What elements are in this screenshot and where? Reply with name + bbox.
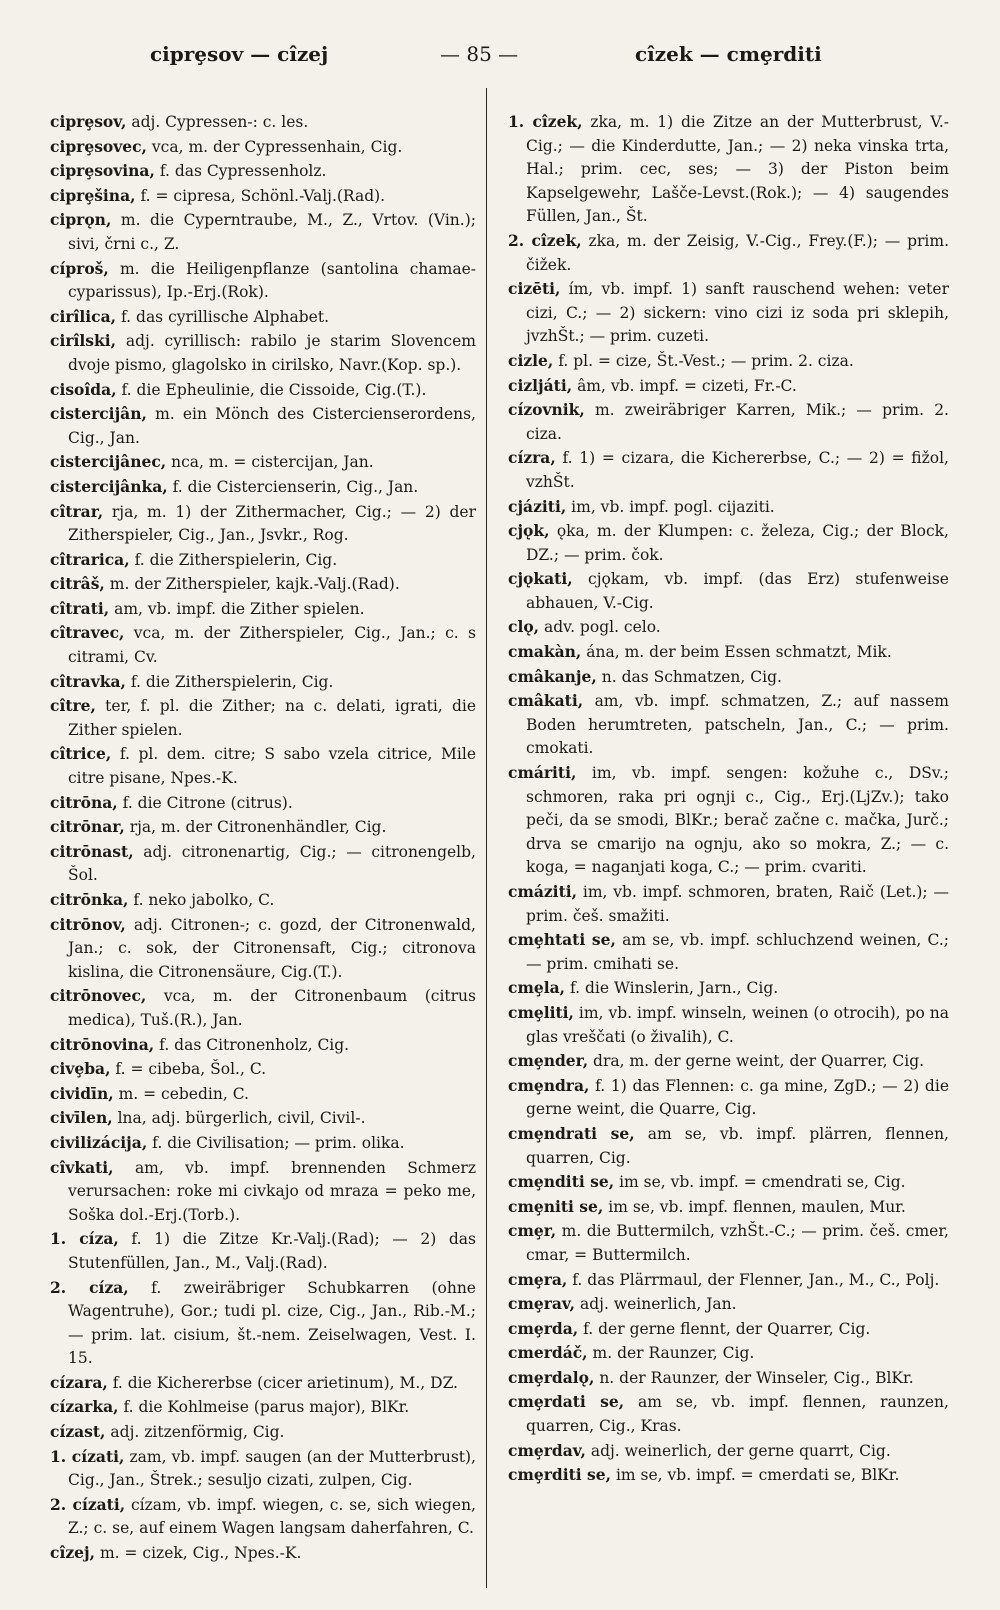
entry-definition: f. das Citronenholz, Cig.	[159, 1035, 350, 1054]
entry-definition: m. ein Mönch des Cistercienserordens, Cig., Jan.	[68, 405, 476, 447]
dictionary-entry	[50, 1395, 476, 1420]
dictionary-entry	[508, 1390, 949, 1438]
right-column	[508, 110, 949, 1488]
dictionary-entry	[50, 110, 476, 135]
entry-headword: cízovnik,	[508, 400, 585, 420]
entry-definition: vca, m. der Cypressenhain, Cig.	[151, 137, 403, 156]
entry-headword: citrōnar,	[50, 817, 125, 837]
dictionary-entry	[508, 495, 949, 520]
entry-definition: m. der Raunzer, Cig.	[592, 1344, 755, 1363]
dictionary-entry	[50, 1276, 476, 1371]
header-right-guideword: cîzek — cmȩrditi	[635, 42, 822, 66]
entry-definition: m. die Buttermilch, vzhŠt.-C.; — prim. češ. cmer, cmar, = Buttermilch.	[526, 1222, 949, 1264]
entry-headword: cmȩliti,	[508, 1002, 574, 1022]
entry-definition: vca, m. der Zitherspieler, Cig., Jan.; c. s citrami, Cv.	[68, 624, 476, 667]
entry-headword: cirîlski,	[50, 331, 117, 351]
entry-headword: cmâkanje,	[508, 666, 597, 686]
entry-headword: cistercijânec,	[50, 452, 167, 472]
dictionary-entry	[508, 1292, 949, 1317]
dictionary-entry	[508, 1341, 949, 1366]
entry-definition: f. = cipresa, Schönl.-Valj.(Rad).	[140, 186, 386, 205]
entry-definition: m. die Heiligenpflanze (santolina chamae-cyparissus), Ip.-Erj.(Rok).	[68, 259, 476, 302]
entry-headword: cizle,	[508, 350, 554, 370]
entry-definition: adj. zitzenförmig, Cig.	[110, 1423, 285, 1442]
entry-headword: cjǫkati,	[508, 569, 573, 589]
dictionary-entry	[50, 1541, 476, 1566]
entry-headword: 2. cízati,	[50, 1494, 126, 1514]
entry-headword: cmȩhtati se,	[508, 930, 616, 950]
dictionary-entry	[50, 742, 476, 790]
entry-definition: am, vb. impf. schmatzen, Z.; auf nassem Boden herumtreten, patscheln, Jan., C.; — prim. cmokati.	[526, 692, 949, 758]
dictionary-entry	[50, 1445, 476, 1493]
entry-definition: ter, f. pl. die Zither; na c. delati, igrati, die Zither spielen.	[68, 697, 476, 739]
entry-headword: cmȩrditi se,	[508, 1465, 612, 1485]
entry-headword: cmȩra,	[508, 1269, 568, 1289]
dictionary-entry	[508, 1439, 949, 1464]
entry-headword: cître,	[50, 696, 96, 716]
entry-headword: clǫ,	[508, 617, 540, 637]
dictionary-entry	[50, 1131, 476, 1156]
dictionary-entry	[50, 475, 476, 500]
dictionary-entry	[508, 1074, 949, 1122]
entry-headword: cjǫk,	[508, 521, 550, 541]
dictionary-entry	[508, 1001, 949, 1049]
dictionary-entry	[50, 1156, 476, 1228]
entry-headword: ciprȩsovec,	[50, 136, 147, 156]
entry-definition: vca, m. der Citronenbaum (citrus medica), Tuš.(R.), Jan.	[68, 987, 476, 1029]
dictionary-entry	[50, 135, 476, 160]
entry-definition: f. = cibeba, Šol., C.	[115, 1060, 267, 1079]
dictionary-entry	[50, 572, 476, 597]
entry-definition: rja, m. der Citronenhändler, Cig.	[129, 818, 387, 837]
entry-headword: cividīn,	[50, 1083, 114, 1103]
entry-definition: f. das cyrillische Alphabet.	[120, 307, 330, 326]
dictionary-entry	[50, 1057, 476, 1082]
dictionary-entry	[50, 548, 476, 573]
entry-headword: cmȩrdav,	[508, 1440, 586, 1460]
entry-definition: zam, vb. impf. saugen (an der Mutterbrust), Cig., Jan., Štrek.; sesuljo cizati, zulpen, Cig.	[68, 1447, 476, 1490]
entry-headword: cizljáti,	[508, 375, 573, 395]
entry-definition: im, vb. impf. schmoren, braten, Raič (Let.); — prim. češ. smažiti.	[526, 883, 949, 925]
entry-definition: f. das Cypressenholz.	[159, 162, 327, 181]
dictionary-entry	[508, 976, 949, 1001]
entry-definition: zka, m. 1) die Zitze an der Mutterbrust, V.-Cig.; — die Kinderdutte, Jan.; — 2) neka vinska trta, Hal.; prim. cec, ses; — 3) der Piston beim Kapselgewehr, Lašče-Levst.(Rok.); — 4) saugendes Füllen, Jan., Št.	[526, 113, 950, 226]
entry-definition: ím, vb. impf. 1) sanft rauschend wehen: veter cizi, C.; — 2) sickern: vino cizi iz soda pri sklepih, jvzhŠt.; — prim. cuzeti.	[526, 280, 949, 346]
entry-headword: 1. cíza,	[50, 1229, 119, 1249]
dictionary-entry	[508, 1195, 949, 1220]
entry-definition: f. die Kichererbse (cicer arietinum), M., DZ.	[112, 1373, 458, 1392]
entry-definition: f. 1) = cizara, die Kichererbse, C.; — 2) = fižol, vzhŠt.	[526, 449, 949, 491]
entry-headword: 1. cízati,	[50, 1446, 125, 1466]
entry-headword: ciprǫn,	[50, 210, 112, 230]
entry-definition: adj. weinerlich, der gerne quarrt, Cig.	[590, 1441, 891, 1460]
entry-definition: f. die Zitherspielerin, Cig.	[134, 550, 338, 569]
dictionary-entry	[50, 670, 476, 695]
entry-headword: cmȩnditi se,	[508, 1172, 615, 1192]
entry-definition: adv. pogl. celo.	[544, 618, 661, 637]
dictionary-entry	[508, 110, 949, 229]
entry-definition: m. der Zitherspieler, kajk.-Valj.(Rad).	[109, 575, 400, 594]
dictionary-entry	[508, 615, 949, 640]
entry-headword: cmȩrav,	[508, 1294, 576, 1314]
entry-definition: f. die Winslerin, Jarn., Cig.	[569, 979, 779, 998]
entry-definition: am se, vb. impf. flennen, raunzen, quarren, Cig., Kras.	[526, 1393, 949, 1436]
entry-headword: cmȩndrati se,	[508, 1123, 635, 1143]
dictionary-entry	[508, 1463, 949, 1488]
entry-headword: cmȩr,	[508, 1221, 557, 1241]
entry-definition: n. das Schmatzen, Cig.	[601, 667, 782, 686]
dictionary-entry	[50, 329, 476, 377]
entry-definition: n. der Raunzer, der Winseler, Cig., BlKr.	[599, 1368, 914, 1387]
entry-definition: im se, vb. impf. = cmerdati se, BlKr.	[615, 1466, 900, 1485]
entry-headword: cîtrati,	[50, 598, 110, 618]
entry-definition: adj. Cypressen-: c. les.	[131, 113, 309, 131]
entry-headword: civīlen,	[50, 1108, 113, 1128]
dictionary-entry	[50, 597, 476, 622]
page-header	[0, 30, 1000, 70]
entry-definition: im, vb. impf. winseln, weinen (o otrocih), po na glas vreščati (o živalih), C.	[526, 1003, 949, 1046]
entry-headword: cmáziti,	[508, 882, 578, 901]
entry-headword: cmȩniti se,	[508, 1196, 604, 1216]
entry-headword: 2. cíza,	[50, 1277, 129, 1297]
entry-definition: âm, vb. impf. = cizeti, Fr.-C.	[577, 376, 797, 395]
entry-definition: m. = cebedin, C.	[118, 1084, 249, 1103]
dictionary-entry	[50, 450, 476, 475]
entry-definition: m. = cizek, Cig., Npes.-K.	[99, 1544, 302, 1563]
entry-definition: m. die Cyperntraube, M., Z., Vrtov. (Vin.); sivi, črni c., Z.	[68, 211, 476, 253]
entry-headword: cîtravec,	[50, 623, 125, 643]
dictionary-entry	[50, 791, 476, 816]
entry-headword: cízara,	[50, 1372, 108, 1392]
entry-definition: nca, m. = cistercijan, Jan.	[171, 453, 374, 472]
dictionary-entry	[50, 402, 476, 450]
entry-definition: adj. weinerlich, Jan.	[580, 1295, 737, 1314]
dictionary-entry	[508, 349, 949, 374]
dictionary-entry	[50, 1033, 476, 1058]
dictionary-entry	[50, 815, 476, 840]
entry-headword: cirîlica,	[50, 306, 117, 326]
entry-definition: zka, m. der Zeisig, V.-Cig., Frey.(F.); — prim. čižek.	[526, 231, 949, 274]
entry-definition: f. pl. = cize, Št.-Vest.; — prim. 2. ciza.	[558, 351, 854, 370]
dictionary-entry	[50, 1082, 476, 1107]
dictionary-entry	[508, 398, 949, 446]
dictionary-entry	[50, 257, 476, 305]
entry-definition: f. die Cistercienserin, Cig., Jan.	[172, 477, 419, 496]
entry-headword: cmȩrda,	[508, 1318, 579, 1338]
entry-definition: adj. Citronen-; c. gozd, der Citronenwald, Jan.; c. sok, der Citronensaft, Cig.; citronova kislina, die Citronensäure, Cig.(T.).	[68, 915, 476, 981]
dictionary-entry	[50, 1371, 476, 1396]
header-left-guideword: ciprȩsov — cîzej	[150, 42, 329, 66]
dictionary-entry	[50, 1106, 476, 1131]
dictionary-entry	[508, 880, 949, 928]
dictionary-entry	[508, 689, 949, 761]
dictionary-entry	[508, 519, 949, 567]
entry-headword: cíproš,	[50, 258, 109, 278]
entry-definition: f. der gerne flennt, der Quarrer, Cig.	[583, 1319, 871, 1338]
dictionary-entry	[508, 1366, 949, 1391]
entry-headword: cîtrice,	[50, 744, 112, 764]
entry-definition: f. das Plärrmaul, der Flenner, Jan., M., C., Polj.	[572, 1270, 940, 1289]
entry-definition: adj. citronenartig, Cig.; — citronengelb, Šol.	[68, 842, 476, 885]
entry-headword: citrōnka,	[50, 890, 129, 909]
dictionary-entry	[508, 567, 949, 615]
dictionary-entry	[508, 446, 949, 494]
entry-headword: cmȩrdalǫ,	[508, 1367, 595, 1387]
dictionary-entry	[50, 159, 476, 184]
entry-definition: am se, vb. impf. plärren, flennen, quarren, Cig.	[526, 1124, 949, 1167]
dictionary-entry	[50, 1420, 476, 1445]
entry-definition: am se, vb. impf. schluchzend weinen, C.; — prim. cmihati se.	[526, 931, 950, 973]
entry-headword: cmâkati,	[508, 691, 584, 711]
dictionary-entry	[508, 928, 949, 976]
entry-definition: im, vb. impf. sengen: kožuhe c., DSv.; schmoren, raka pri ognji c., Cig., Erj.(LjZv.); tako peči, da se smodi, BlKr.; berač začne c. mačka, Jurč.; drva se cmarijo na ognju, ako so mokra, Z.; — c. koga, = naganjati koga, C.; — prim. cvariti.	[526, 764, 949, 877]
dictionary-entry	[508, 1170, 949, 1195]
left-column	[50, 110, 476, 1566]
page-number: — 85 —	[440, 42, 519, 66]
entry-headword: cîtravka,	[50, 671, 126, 691]
entry-definition: am, vb. impf. die Zither spielen.	[114, 599, 365, 618]
entry-headword: cizēti,	[508, 279, 561, 299]
entry-headword: citrōnovina,	[50, 1034, 155, 1054]
dictionary-entry	[508, 277, 949, 349]
dictionary-entry	[508, 1268, 949, 1293]
entry-headword: citrōnovec,	[50, 986, 147, 1006]
entry-headword: cmakàn,	[508, 642, 582, 662]
entry-headword: cîtrarica,	[50, 549, 130, 569]
entry-definition: lna, adj. bürgerlich, civil, Civil-.	[117, 1109, 366, 1128]
dictionary-entry	[508, 1317, 949, 1342]
entry-definition: cjǫkam, vb. impf. (das Erz) stufenweise abhauen, V.-Cig.	[526, 570, 949, 612]
dictionary-entry	[50, 208, 476, 256]
entry-headword: cîvkati,	[50, 1157, 114, 1177]
dictionary-entry	[50, 694, 476, 742]
entry-definition: f. die Zitherspielerin, Cig.	[130, 672, 334, 691]
entry-definition: f. die Epheulinie, die Cissoide, Cig.(T.).	[121, 380, 427, 399]
entry-definition: m. zweiräbriger Karren, Mik.; — prim. 2. ciza.	[526, 401, 949, 443]
entry-headword: citrōnast,	[50, 841, 134, 861]
entry-headword: cîzej,	[50, 1543, 95, 1563]
entry-headword: cjáziti,	[508, 496, 567, 516]
dictionary-entry	[508, 761, 949, 880]
column-divider	[486, 88, 487, 1588]
dictionary-entry	[50, 305, 476, 330]
entry-definition: f. neko jabolko, C.	[133, 891, 275, 909]
entry-headword: cmȩndra,	[508, 1075, 590, 1095]
entry-headword: cîtrar,	[50, 501, 104, 521]
entry-headword: cmȩnder,	[508, 1051, 589, 1071]
entry-headword: civȩba,	[50, 1059, 111, 1079]
dictionary-entry	[508, 1219, 949, 1267]
dictionary-entry	[508, 665, 949, 690]
entry-headword: cmerdáč,	[508, 1343, 588, 1363]
entry-definition: ǫka, m. der Klumpen: c. železa, Cig.; der Block, DZ.; — prim. čok.	[526, 522, 949, 564]
entry-headword: cmȩrdati se,	[508, 1392, 625, 1412]
dictionary-entry	[50, 913, 476, 985]
entry-definition: dra, m. der gerne weint, der Quarrer, Cig.	[593, 1052, 925, 1071]
entry-definition: im se, vb. impf. = cmendrati se, Cig.	[619, 1173, 906, 1192]
dictionary-entry	[50, 840, 476, 888]
entry-definition: f. die Citrone (citrus).	[122, 793, 293, 812]
dictionary-entry	[50, 378, 476, 403]
dictionary-entry	[50, 984, 476, 1032]
entry-definition: cízam, vb. impf. wiegen, c. se, sich wiegen, Z.; c. se, auf einem Wagen langsam daherfahren, C.	[68, 1495, 476, 1538]
dictionary-entry	[50, 621, 476, 669]
entry-headword: 2. cîzek,	[508, 230, 582, 250]
entry-definition: im, vb. impf. pogl. cijaziti.	[571, 497, 775, 516]
entry-headword: cízarka,	[50, 1397, 119, 1417]
entry-definition: f. die Civilisation; — prim. olika.	[152, 1133, 405, 1152]
entry-headword: 1. cîzek,	[508, 112, 583, 131]
entry-definition: am, vb. impf. brennenden Schmerz verursachen: roke mi civkajo od mraza = peko me, Soška dol.-Erj.(Torb.).	[68, 1158, 476, 1224]
dictionary-entry	[508, 374, 949, 399]
entry-headword: civilizácija,	[50, 1132, 148, 1152]
dictionary-entry	[508, 640, 949, 665]
entry-headword: ciprȩsov,	[50, 112, 127, 131]
entry-definition: f. 1) die Zitze Kr.-Valj.(Rad); — 2) das Stutenfüllen, Jan., M., Valj.(Rad).	[68, 1230, 476, 1272]
entry-headword: citrōna,	[50, 792, 118, 812]
entry-definition: f. zweiräbriger Schubkarren (ohne Wagentruhe), Gor.; tudi pl. cize, Cig., Jan., Rib.-M.; — prim. lat. cisium, št.-nem. Zeiselwagen, Vest. I. 15.	[68, 1278, 476, 1368]
entry-definition: f. pl. dem. citre; S sabo vzela citrice, Mile citre pisane, Npes.-K.	[68, 745, 476, 788]
entry-definition: adj. cyrillisch: rabilo je starim Slovencem dvoje pismo, glagolsko in cirilsko, Navr.(Kop. sp.).	[68, 332, 476, 374]
dictionary-entry	[508, 1122, 949, 1170]
entry-headword: cistercijânka,	[50, 476, 168, 496]
entry-headword: ciprȩšina,	[50, 185, 136, 205]
entry-headword: cmȩla,	[508, 978, 566, 998]
dictionary-entry	[50, 1493, 476, 1541]
entry-definition: rja, m. 1) der Zithermacher, Cig.; — 2) der Zitherspieler, Cig., Jan., Jsvkr., Rog.	[68, 502, 476, 545]
entry-headword: cisoîda,	[50, 379, 117, 399]
entry-headword: cízra,	[508, 448, 556, 468]
entry-headword: citrâš,	[50, 574, 105, 594]
entry-headword: cízast,	[50, 1422, 106, 1442]
entry-headword: cistercijân,	[50, 404, 147, 424]
dictionary-entry	[50, 184, 476, 209]
dictionary-entry	[50, 1227, 476, 1275]
entry-definition: ána, m. der beim Essen schmatzt, Mik.	[586, 643, 892, 662]
entry-definition: im se, vb. impf. flennen, maulen, Mur.	[608, 1197, 906, 1216]
entry-definition: f. die Kohlmeise (parus major), BlKr.	[123, 1398, 410, 1417]
dictionary-entry	[508, 229, 949, 277]
entry-headword: cmáriti,	[508, 763, 577, 783]
dictionary-entry	[508, 1049, 949, 1074]
entry-headword: ciprȩsovina,	[50, 161, 155, 181]
dictionary-entry	[50, 888, 476, 913]
entry-definition: f. 1) das Flennen: c. ga mine, ZgD.; — 2) die gerne weint, die Quarre, Cig.	[526, 1076, 949, 1119]
dictionary-entry	[50, 500, 476, 548]
entry-headword: citrōnov,	[50, 914, 126, 934]
